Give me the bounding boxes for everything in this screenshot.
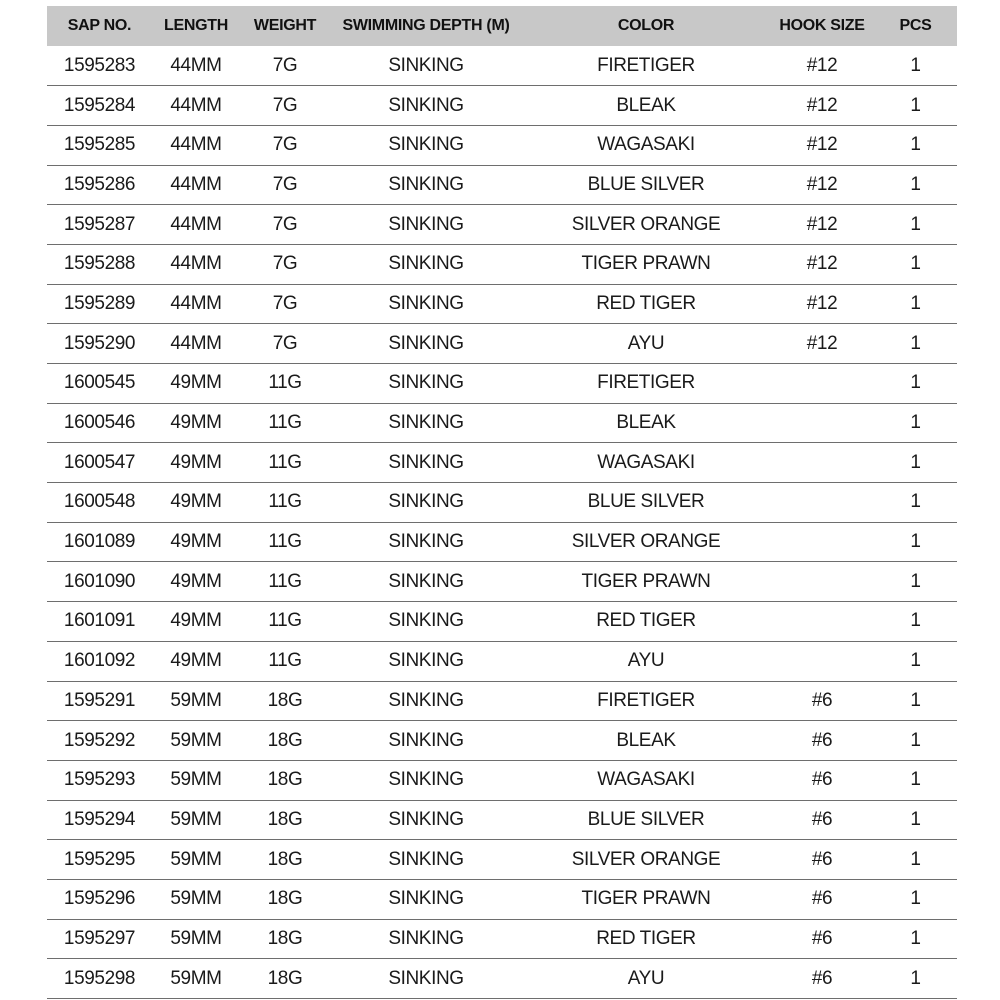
cell-sap-no: 1595287 (63, 213, 136, 235)
table-row (47, 562, 957, 602)
cell-color: BLEAK (616, 412, 676, 434)
cell-length: 44MM (170, 54, 222, 76)
cell-sap-no: 1595291 (63, 689, 136, 711)
cell-length: 59MM (170, 769, 222, 791)
cell-weight: 7G (272, 134, 298, 156)
cell-hook-size (770, 522, 874, 562)
cell-pcs: 1 (910, 927, 921, 949)
cell-color: TIGER PRAWN (581, 570, 711, 592)
cell-length: 49MM (170, 491, 222, 513)
cell-color: WAGASAKI (597, 769, 695, 791)
cell-swimming-depth: SINKING (388, 134, 464, 156)
cell-pcs: 1 (910, 292, 921, 314)
cell-length: 44MM (170, 94, 222, 116)
cell-sap-no: 1601092 (63, 650, 136, 672)
cell-hook-size: #6 (811, 927, 833, 949)
cell-swimming-depth: SINKING (388, 927, 464, 949)
table-row (47, 840, 957, 880)
cell-pcs: 1 (910, 808, 921, 830)
cell-sap-no: 1595288 (63, 253, 136, 275)
cell-length: 44MM (170, 292, 222, 314)
cell-hook-size (770, 443, 874, 483)
cell-length: 44MM (170, 213, 222, 235)
cell-color: RED TIGER (596, 927, 696, 949)
cell-color: FIRETIGER (597, 372, 695, 394)
cell-weight: 11G (268, 531, 302, 553)
cell-sap-no: 1595296 (63, 888, 136, 910)
table-row (47, 602, 957, 642)
cell-color: FIRETIGER (597, 689, 695, 711)
table-row (47, 919, 957, 959)
cell-hook-size: #12 (806, 332, 838, 354)
cell-pcs: 1 (910, 769, 921, 791)
cell-pcs: 1 (910, 967, 921, 989)
cell-sap-no: 1595298 (63, 967, 136, 989)
table-row (47, 284, 957, 324)
header-color: COLOR (617, 17, 675, 34)
cell-weight: 18G (267, 808, 303, 830)
cell-color: BLUE SILVER (587, 173, 705, 195)
cell-weight: 18G (267, 689, 303, 711)
table-row (47, 86, 957, 126)
header-row (47, 6, 957, 46)
cell-length: 49MM (170, 650, 222, 672)
cell-pcs: 1 (910, 134, 921, 156)
table-row (47, 165, 957, 205)
cell-sap-no: 1600545 (63, 372, 136, 394)
table-row (47, 879, 957, 919)
table-row (47, 760, 957, 800)
cell-hook-size (770, 641, 874, 681)
cell-length: 59MM (170, 888, 222, 910)
cell-pcs: 1 (910, 372, 921, 394)
cell-hook-size: #12 (806, 292, 838, 314)
table-row (47, 800, 957, 840)
cell-hook-size: #6 (811, 848, 833, 870)
cell-weight: 18G (267, 848, 303, 870)
cell-color: BLEAK (616, 94, 676, 116)
cell-swimming-depth: SINKING (388, 729, 464, 751)
cell-pcs: 1 (910, 491, 921, 513)
cell-weight: 18G (267, 729, 303, 751)
cell-sap-no: 1595290 (63, 332, 136, 354)
cell-sap-no: 1601091 (63, 610, 136, 632)
cell-sap-no: 1595295 (63, 848, 136, 870)
header-length: LENGTH (164, 17, 228, 34)
cell-sap-no: 1595284 (63, 94, 136, 116)
cell-sap-no: 1601089 (63, 531, 136, 553)
cell-color: BLUE SILVER (587, 491, 705, 513)
cell-length: 44MM (170, 253, 222, 275)
cell-hook-size (770, 602, 874, 642)
cell-color: AYU (627, 650, 665, 672)
cell-hook-size (770, 364, 874, 404)
cell-swimming-depth: SINKING (388, 967, 464, 989)
cell-swimming-depth: SINKING (388, 94, 464, 116)
cell-pcs: 1 (910, 689, 921, 711)
cell-hook-size: #12 (806, 54, 838, 76)
cell-weight: 11G (268, 372, 302, 394)
cell-weight: 11G (268, 451, 302, 473)
cell-color: WAGASAKI (597, 134, 695, 156)
cell-sap-no: 1595286 (63, 173, 136, 195)
cell-length: 49MM (170, 531, 222, 553)
cell-pcs: 1 (910, 570, 921, 592)
cell-pcs: 1 (910, 412, 921, 434)
cell-swimming-depth: SINKING (388, 808, 464, 830)
cell-hook-size: #12 (806, 94, 838, 116)
cell-swimming-depth: SINKING (388, 491, 464, 513)
cell-hook-size (770, 403, 874, 443)
cell-length: 49MM (170, 451, 222, 473)
table-row (47, 46, 957, 86)
cell-length: 44MM (170, 173, 222, 195)
cell-color: BLUE SILVER (587, 808, 705, 830)
table-row (47, 483, 957, 523)
header-weight: WEIGHT (253, 17, 317, 34)
cell-hook-size: #12 (806, 213, 838, 235)
table-row (47, 443, 957, 483)
cell-weight: 7G (272, 332, 298, 354)
cell-sap-no: 1595293 (63, 769, 136, 791)
cell-weight: 11G (268, 570, 302, 592)
cell-length: 59MM (170, 808, 222, 830)
cell-swimming-depth: SINKING (388, 451, 464, 473)
cell-weight: 11G (268, 412, 302, 434)
cell-sap-no: 1600547 (63, 451, 136, 473)
cell-hook-size: #12 (806, 134, 838, 156)
cell-color: RED TIGER (596, 292, 696, 314)
cell-weight: 7G (272, 173, 298, 195)
cell-length: 49MM (170, 372, 222, 394)
table-row (47, 125, 957, 165)
table-row (47, 244, 957, 284)
cell-sap-no: 1595294 (63, 808, 136, 830)
header-pcs: PCS (899, 17, 932, 34)
cell-weight: 18G (267, 888, 303, 910)
cell-swimming-depth: SINKING (388, 769, 464, 791)
cell-sap-no: 1595292 (63, 729, 136, 751)
cell-swimming-depth: SINKING (388, 372, 464, 394)
cell-weight: 11G (268, 650, 302, 672)
cell-length: 49MM (170, 610, 222, 632)
cell-color: FIRETIGER (597, 54, 695, 76)
cell-weight: 18G (267, 769, 303, 791)
cell-weight: 7G (272, 253, 298, 275)
cell-pcs: 1 (910, 94, 921, 116)
cell-weight: 11G (268, 491, 302, 513)
cell-weight: 18G (267, 967, 303, 989)
cell-length: 49MM (170, 570, 222, 592)
table-row (47, 324, 957, 364)
table-body (47, 46, 957, 999)
cell-color: SILVER ORANGE (571, 848, 721, 870)
header-swimming-depth: SWIMMING DEPTH (M) (342, 17, 510, 34)
table-row (47, 403, 957, 443)
cell-pcs: 1 (910, 848, 921, 870)
cell-sap-no: 1595289 (63, 292, 136, 314)
product-table-container (47, 6, 957, 999)
table-row (47, 721, 957, 761)
cell-length: 49MM (170, 412, 222, 434)
cell-length: 59MM (170, 689, 222, 711)
cell-pcs: 1 (910, 650, 921, 672)
cell-length: 59MM (170, 967, 222, 989)
cell-swimming-depth: SINKING (388, 292, 464, 314)
product-spec-table (47, 6, 957, 999)
cell-sap-no: 1595283 (63, 54, 136, 76)
table-row (47, 681, 957, 721)
cell-swimming-depth: SINKING (388, 650, 464, 672)
cell-sap-no: 1600548 (63, 491, 136, 513)
header-sap-no: SAP NO. (67, 17, 132, 34)
table-row (47, 522, 957, 562)
cell-sap-no: 1600546 (63, 412, 136, 434)
cell-length: 59MM (170, 729, 222, 751)
cell-hook-size: #12 (806, 253, 838, 275)
cell-swimming-depth: SINKING (388, 253, 464, 275)
cell-hook-size: #6 (811, 808, 833, 830)
cell-pcs: 1 (910, 888, 921, 910)
table-row (47, 641, 957, 681)
cell-weight: 18G (267, 927, 303, 949)
cell-hook-size (770, 562, 874, 602)
cell-swimming-depth: SINKING (388, 332, 464, 354)
cell-color: SILVER ORANGE (571, 531, 721, 553)
cell-swimming-depth: SINKING (388, 888, 464, 910)
cell-swimming-depth: SINKING (388, 531, 464, 553)
cell-color: TIGER PRAWN (581, 888, 711, 910)
cell-swimming-depth: SINKING (388, 54, 464, 76)
cell-weight: 7G (272, 94, 298, 116)
cell-color: BLEAK (616, 729, 676, 751)
cell-color: AYU (627, 967, 665, 989)
cell-hook-size: #6 (811, 729, 833, 751)
cell-hook-size: #6 (811, 967, 833, 989)
cell-color: AYU (627, 332, 665, 354)
cell-weight: 7G (272, 54, 298, 76)
cell-length: 44MM (170, 134, 222, 156)
table-row (47, 959, 957, 999)
cell-pcs: 1 (910, 729, 921, 751)
cell-pcs: 1 (910, 332, 921, 354)
cell-color: WAGASAKI (597, 451, 695, 473)
cell-color: RED TIGER (596, 610, 696, 632)
cell-length: 59MM (170, 848, 222, 870)
cell-length: 59MM (170, 927, 222, 949)
cell-pcs: 1 (910, 610, 921, 632)
cell-pcs: 1 (910, 451, 921, 473)
cell-pcs: 1 (910, 54, 921, 76)
cell-pcs: 1 (910, 531, 921, 553)
cell-hook-size: #6 (811, 689, 833, 711)
cell-length: 44MM (170, 332, 222, 354)
cell-weight: 7G (272, 292, 298, 314)
cell-sap-no: 1601090 (63, 570, 136, 592)
cell-color: TIGER PRAWN (581, 253, 711, 275)
cell-sap-no: 1595297 (63, 927, 136, 949)
table-row (47, 364, 957, 404)
cell-sap-no: 1595285 (63, 134, 136, 156)
cell-color: SILVER ORANGE (571, 213, 721, 235)
cell-pcs: 1 (910, 253, 921, 275)
header-hook-size: HOOK SIZE (779, 17, 865, 34)
cell-hook-size: #6 (811, 888, 833, 910)
cell-swimming-depth: SINKING (388, 848, 464, 870)
cell-hook-size: #12 (806, 173, 838, 195)
cell-pcs: 1 (910, 173, 921, 195)
cell-swimming-depth: SINKING (388, 412, 464, 434)
cell-weight: 11G (268, 610, 302, 632)
table-row (47, 205, 957, 245)
cell-swimming-depth: SINKING (388, 610, 464, 632)
cell-swimming-depth: SINKING (388, 213, 464, 235)
cell-hook-size (770, 483, 874, 523)
cell-swimming-depth: SINKING (388, 570, 464, 592)
table-header (47, 6, 957, 46)
cell-pcs: 1 (910, 213, 921, 235)
cell-swimming-depth: SINKING (388, 689, 464, 711)
cell-weight: 7G (272, 213, 298, 235)
cell-hook-size: #6 (811, 769, 833, 791)
cell-swimming-depth: SINKING (388, 173, 464, 195)
